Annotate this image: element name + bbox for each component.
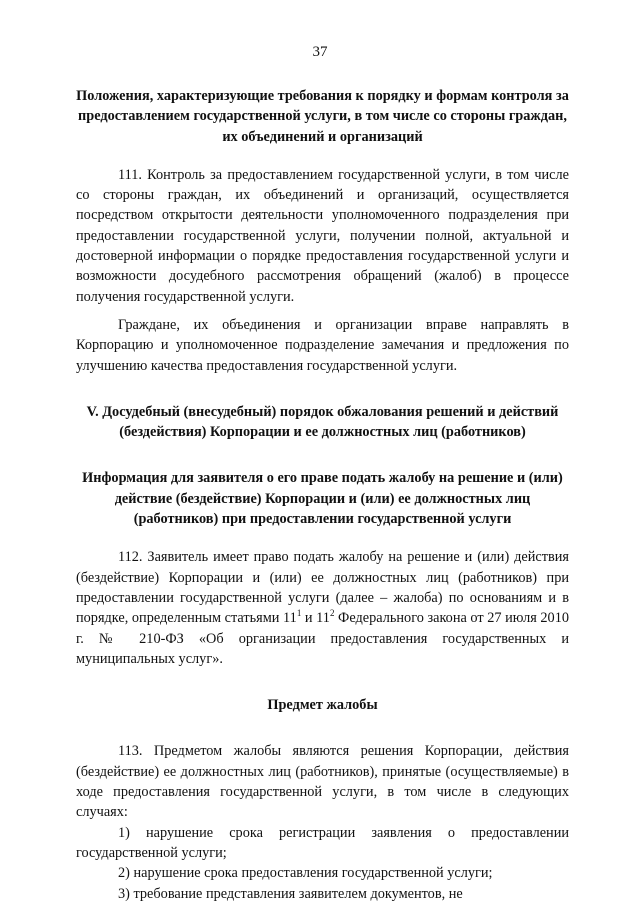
control-requirements-heading: Положения, характеризующие требования к порядку и формам контроля за предоставлением государственной услуги, в том числе со стороны граждан, их объединений и организаций (76, 88, 569, 145)
complaint-subject-heading: Предмет жалобы (267, 697, 378, 714)
paragraph-111-continued: Граждане, их объединения и организации вправе направлять в Корпорацию и уполномоченное подразделение замечания и предложения по улучшению качества предоставления государственной услуги. (76, 316, 569, 374)
paragraph-113: 113. Предметом жалобы являются решения Корпорации, действия (бездействие) ее должностных лиц (работников), принятые (осуществляемые) в ходе предоставления государственной услуги, в том числе в следующих случаях: (76, 743, 569, 821)
superscript-1: 1 (296, 608, 302, 619)
list-item-3: 3) требование представления заявителем документов, не (118, 885, 463, 902)
page-content (76, 86, 569, 904)
superscript-2: 2 (329, 608, 335, 619)
paragraph-112-part2: и 11 (301, 610, 330, 627)
paragraph-112-part1: 112. Заявитель имеет право подать жалобу на решение и (или) действия (бездействие) Корпорации и (или) ее должностных лиц (работников) при предоставлении государственной услуги (далее – жалоба) по основаниям и в порядке, определенным статьями 11 (76, 549, 569, 627)
page-number: 37 (312, 44, 328, 60)
paragraph-111: 111. Контроль за предоставлением государственной услуги, в том числе со стороны граждан, их объединений и организаций, осуществляется посредством открытости деятельности уполномоченного подразделения при предоставлении государственной услуги, получении полной, актуальной и достоверной информации о порядке предоставления государственной услуги и возможности досудебного рассмотрения обращений (жалоб) в процессе получения государственной услуги. (76, 166, 569, 305)
section-5-heading: V. Досудебный (внесудебный) порядок обжалования решений и действий (бездействия) Корпорации и ее должностных лиц (работников) (86, 403, 559, 441)
complaint-right-heading: Информация для заявителя о его праве подать жалобу на решение и (или) действие (бездействие) Корпорации и (или) ее должностных лиц (работников) при предоставлении государственной услуги (82, 470, 563, 528)
list-item-2: 2) нарушение срока предоставления государственной услуги; (118, 865, 493, 882)
list-item-1: 1) нарушение срока регистрации заявления о предоставлении государственной услуги; (76, 824, 569, 861)
paragraph-112-part3: Федерального закона от 27 июля 2010 г. № 210-ФЗ «Об организации предоставления государственных и муниципальных услуг». (76, 610, 569, 667)
paragraph-112 (76, 547, 569, 669)
